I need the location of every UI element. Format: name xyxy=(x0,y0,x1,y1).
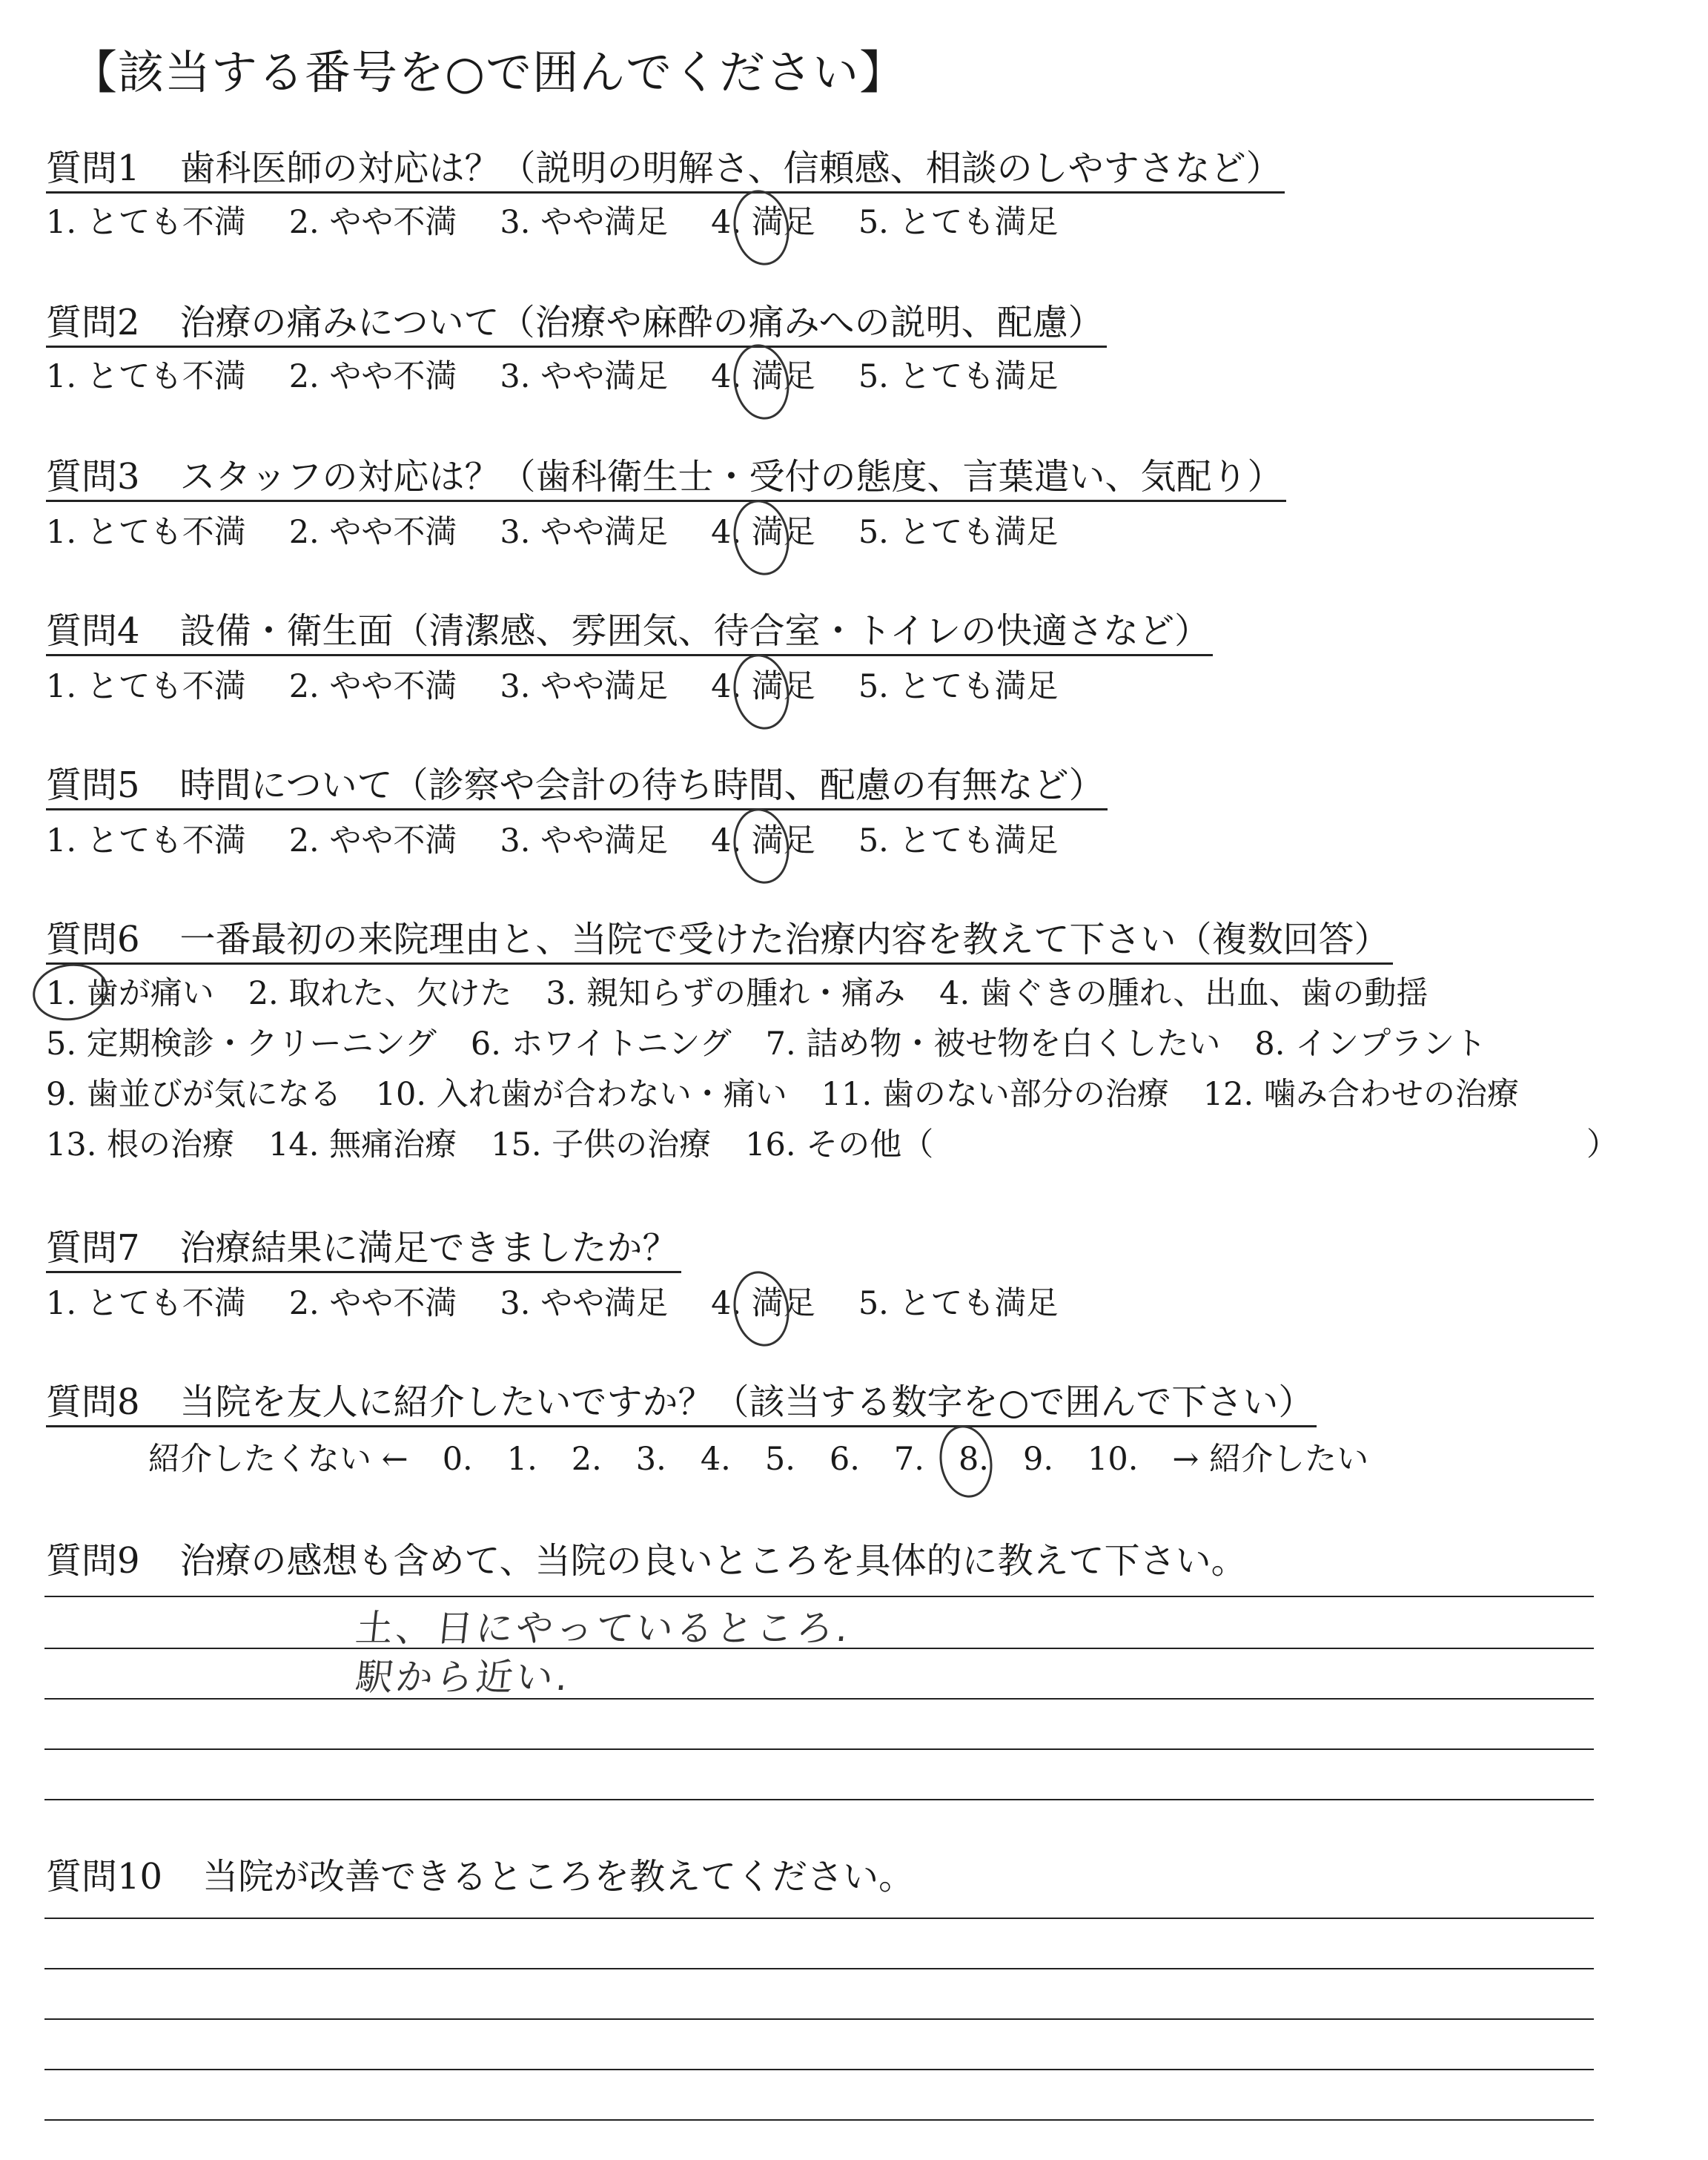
option-1[interactable]: 1. とても不満 xyxy=(46,668,246,705)
option-4[interactable]: 4. 満足 xyxy=(711,822,815,859)
option-1[interactable]: 1. とても不満 xyxy=(46,358,246,395)
option-4[interactable]: 4. 満足 xyxy=(711,514,815,551)
selection-circle xyxy=(728,340,795,423)
answer-line xyxy=(44,1748,1594,1750)
option-4[interactable]: 4. 満足 xyxy=(711,1285,815,1322)
scale-6[interactable]: 6. xyxy=(829,1441,860,1478)
question-text: 治療結果に満足できましたか？ xyxy=(179,1227,678,1269)
question-number: 質問2 xyxy=(46,302,140,343)
scale-0[interactable]: 0. xyxy=(442,1441,473,1478)
question-number: 質問7 xyxy=(46,1227,140,1269)
option-4[interactable]: 4. 歯ぐきの腫れ、出血、歯の動揺 xyxy=(939,975,1429,1012)
option-2[interactable]: 2. やや不満 xyxy=(288,1285,457,1322)
question-number: 質問4 xyxy=(46,610,140,652)
question-6-options-row-2 xyxy=(46,1023,1520,1065)
question-text: 治療の感想も含めて、当院の良いところを具体的に教えて下さい。 xyxy=(179,1540,1247,1582)
option-5[interactable]: 5. とても満足 xyxy=(858,358,1059,395)
question-number: 質問10 xyxy=(46,1856,163,1898)
answer-line xyxy=(44,1968,1594,1969)
answer-line xyxy=(44,1698,1594,1700)
question-text: 時間について（診察や会計の待ち時間、配慮の有無など） xyxy=(179,764,1105,806)
selection-circle xyxy=(728,804,795,888)
question-2-options xyxy=(46,356,1102,397)
question-4-options xyxy=(46,666,1102,707)
question-8-heading xyxy=(46,1379,1317,1427)
question-9-heading xyxy=(46,1538,1250,1584)
scale-right-label: → 紹介したい xyxy=(1172,1441,1369,1478)
selection-circle xyxy=(934,1421,998,1502)
option-7[interactable]: 7. 詰め物・被せ物を白くしたい xyxy=(765,1025,1221,1063)
option-3[interactable]: 3. やや満足 xyxy=(500,1285,669,1322)
handwritten-answer-line-1: 土、日にやっているところ. xyxy=(353,1607,853,1650)
option-1[interactable]: 1. とても不満 xyxy=(46,822,246,859)
question-number: 質問1 xyxy=(46,148,140,189)
selection-circle xyxy=(728,1266,795,1350)
page-title: 【該当する番号を○で囲んでください】 xyxy=(71,45,907,99)
question-5-options xyxy=(46,820,1102,862)
option-13[interactable]: 13. 根の治療 xyxy=(46,1126,235,1163)
option-6[interactable]: 6. ホワイトニング xyxy=(470,1025,732,1063)
option-5[interactable]: 5. とても満足 xyxy=(858,204,1059,241)
answer-line xyxy=(44,1799,1594,1800)
option-5[interactable]: 5. 定期検診・クリーニング xyxy=(46,1025,437,1063)
answer-line xyxy=(44,2018,1594,2020)
selection-circle xyxy=(728,495,795,579)
option-11[interactable]: 11. 歯のない部分の治療 xyxy=(821,1076,1169,1113)
scale-3[interactable]: 3. xyxy=(635,1441,666,1478)
option-1[interactable]: 1. とても不満 xyxy=(46,204,246,241)
option-2[interactable]: 2. やや不満 xyxy=(288,358,457,395)
scale-7[interactable]: 7. xyxy=(893,1441,924,1478)
question-10-heading xyxy=(46,1854,917,1900)
option-3[interactable]: 3. やや満足 xyxy=(500,668,669,705)
scale-8[interactable]: 8. xyxy=(958,1441,989,1478)
selection-circle xyxy=(728,650,795,733)
handwritten-answer-line-2: 駅から近い. xyxy=(353,1656,573,1699)
scale-2[interactable]: 2. xyxy=(571,1441,602,1478)
question-7-heading xyxy=(46,1225,681,1273)
question-6-heading xyxy=(46,916,1393,965)
question-text: 設備・衛生面（清潔感、雰囲気、待合室・トイレの快適さなど） xyxy=(179,610,1211,652)
option-16[interactable]: 16. その他（ xyxy=(745,1126,934,1163)
question-text: スタッフの対応は？（歯科衛生士・受付の態度、言葉遣い、気配り） xyxy=(179,456,1283,498)
question-number: 質問6 xyxy=(46,919,140,960)
option-4[interactable]: 4. 満足 xyxy=(711,668,815,705)
option-2[interactable]: 2. やや不満 xyxy=(288,514,457,551)
question-4-heading xyxy=(46,608,1213,656)
option-2[interactable]: 2. やや不満 xyxy=(288,668,457,705)
option-5[interactable]: 5. とても満足 xyxy=(858,514,1059,551)
option-1[interactable]: 1. とても不満 xyxy=(46,1285,246,1322)
option-1[interactable]: 1. 歯が痛い xyxy=(46,975,214,1012)
question-8-scale xyxy=(148,1439,1403,1480)
option-5[interactable]: 5. とても満足 xyxy=(858,668,1059,705)
scale-1[interactable]: 1. xyxy=(506,1441,537,1478)
question-text: 当院を友人に紹介したいですか？（該当する数字を○で囲んで下さい） xyxy=(179,1381,1314,1423)
question-5-heading xyxy=(46,762,1108,810)
question-3-options xyxy=(46,512,1102,553)
option-1[interactable]: 1. とても不満 xyxy=(46,514,246,551)
option-2[interactable]: 2. やや不満 xyxy=(288,204,457,241)
question-2-heading xyxy=(46,300,1107,348)
scale-left-label: 紹介したくない ← xyxy=(148,1441,408,1478)
option-3[interactable]: 3. やや満足 xyxy=(500,358,669,395)
question-6-options-row-4 xyxy=(46,1124,967,1166)
question-text: 一番最初の来院理由と、当院で受けた治療内容を教えて下さい（複数回答） xyxy=(179,919,1390,960)
question-6-options-row-1 xyxy=(46,973,1462,1014)
option-3[interactable]: 3. やや満足 xyxy=(500,204,669,241)
option-3[interactable]: 3. 親知らずの腫れ・痛み xyxy=(546,975,906,1012)
question-3-heading xyxy=(46,454,1286,502)
option-5[interactable]: 5. とても満足 xyxy=(858,1285,1059,1322)
question-1-options xyxy=(46,202,1102,243)
option-2[interactable]: 2. やや不満 xyxy=(288,822,457,859)
question-text: 治療の痛みについて（治療や麻酔の痛みへの説明、配慮） xyxy=(179,302,1104,343)
option-9[interactable]: 9. 歯並びが気になる xyxy=(46,1076,342,1113)
question-7-options xyxy=(46,1283,1102,1324)
scale-4[interactable]: 4. xyxy=(700,1441,731,1478)
option-4[interactable]: 4. 満足 xyxy=(711,204,815,241)
option-15[interactable]: 15. 子供の治療 xyxy=(491,1126,712,1163)
scale-5[interactable]: 5. xyxy=(764,1441,795,1478)
option-3[interactable]: 3. やや満足 xyxy=(500,822,669,859)
option-3[interactable]: 3. やや満足 xyxy=(500,514,669,551)
question-number: 質問8 xyxy=(46,1381,140,1423)
selection-circle xyxy=(728,185,795,269)
option-5[interactable]: 5. とても満足 xyxy=(858,822,1059,859)
answer-line xyxy=(44,1596,1594,1597)
option-4[interactable]: 4. 満足 xyxy=(711,358,815,395)
question-6-options-row-3 xyxy=(46,1074,1553,1115)
question-number: 質問9 xyxy=(46,1540,140,1582)
option-12[interactable]: 12. 噛み合わせの治療 xyxy=(1202,1076,1519,1113)
question-number: 質問3 xyxy=(46,456,140,498)
option-14[interactable]: 14. 無痛治療 xyxy=(268,1126,457,1163)
answer-line xyxy=(44,1918,1594,1919)
option-8[interactable]: 8. インプラント xyxy=(1254,1025,1487,1063)
question-text: 当院が改善できるところを教えてください。 xyxy=(202,1856,915,1898)
question-number: 質問5 xyxy=(46,764,140,806)
answer-line xyxy=(44,2069,1594,2070)
option-10[interactable]: 10. 入れ歯が合わない・痛い xyxy=(375,1076,787,1113)
other-close-paren: ） xyxy=(1586,1126,1618,1163)
question-1-heading xyxy=(46,145,1285,194)
scale-9[interactable]: 9. xyxy=(1022,1441,1054,1478)
answer-line xyxy=(44,2119,1594,2121)
question-text: 歯科医師の対応は？（説明の明解さ、信頼感、相談のしやすさなど） xyxy=(179,148,1282,189)
option-2[interactable]: 2. 取れた、欠けた xyxy=(248,975,512,1012)
scale-10[interactable]: 10. xyxy=(1088,1441,1139,1478)
selection-circle xyxy=(29,959,112,1025)
